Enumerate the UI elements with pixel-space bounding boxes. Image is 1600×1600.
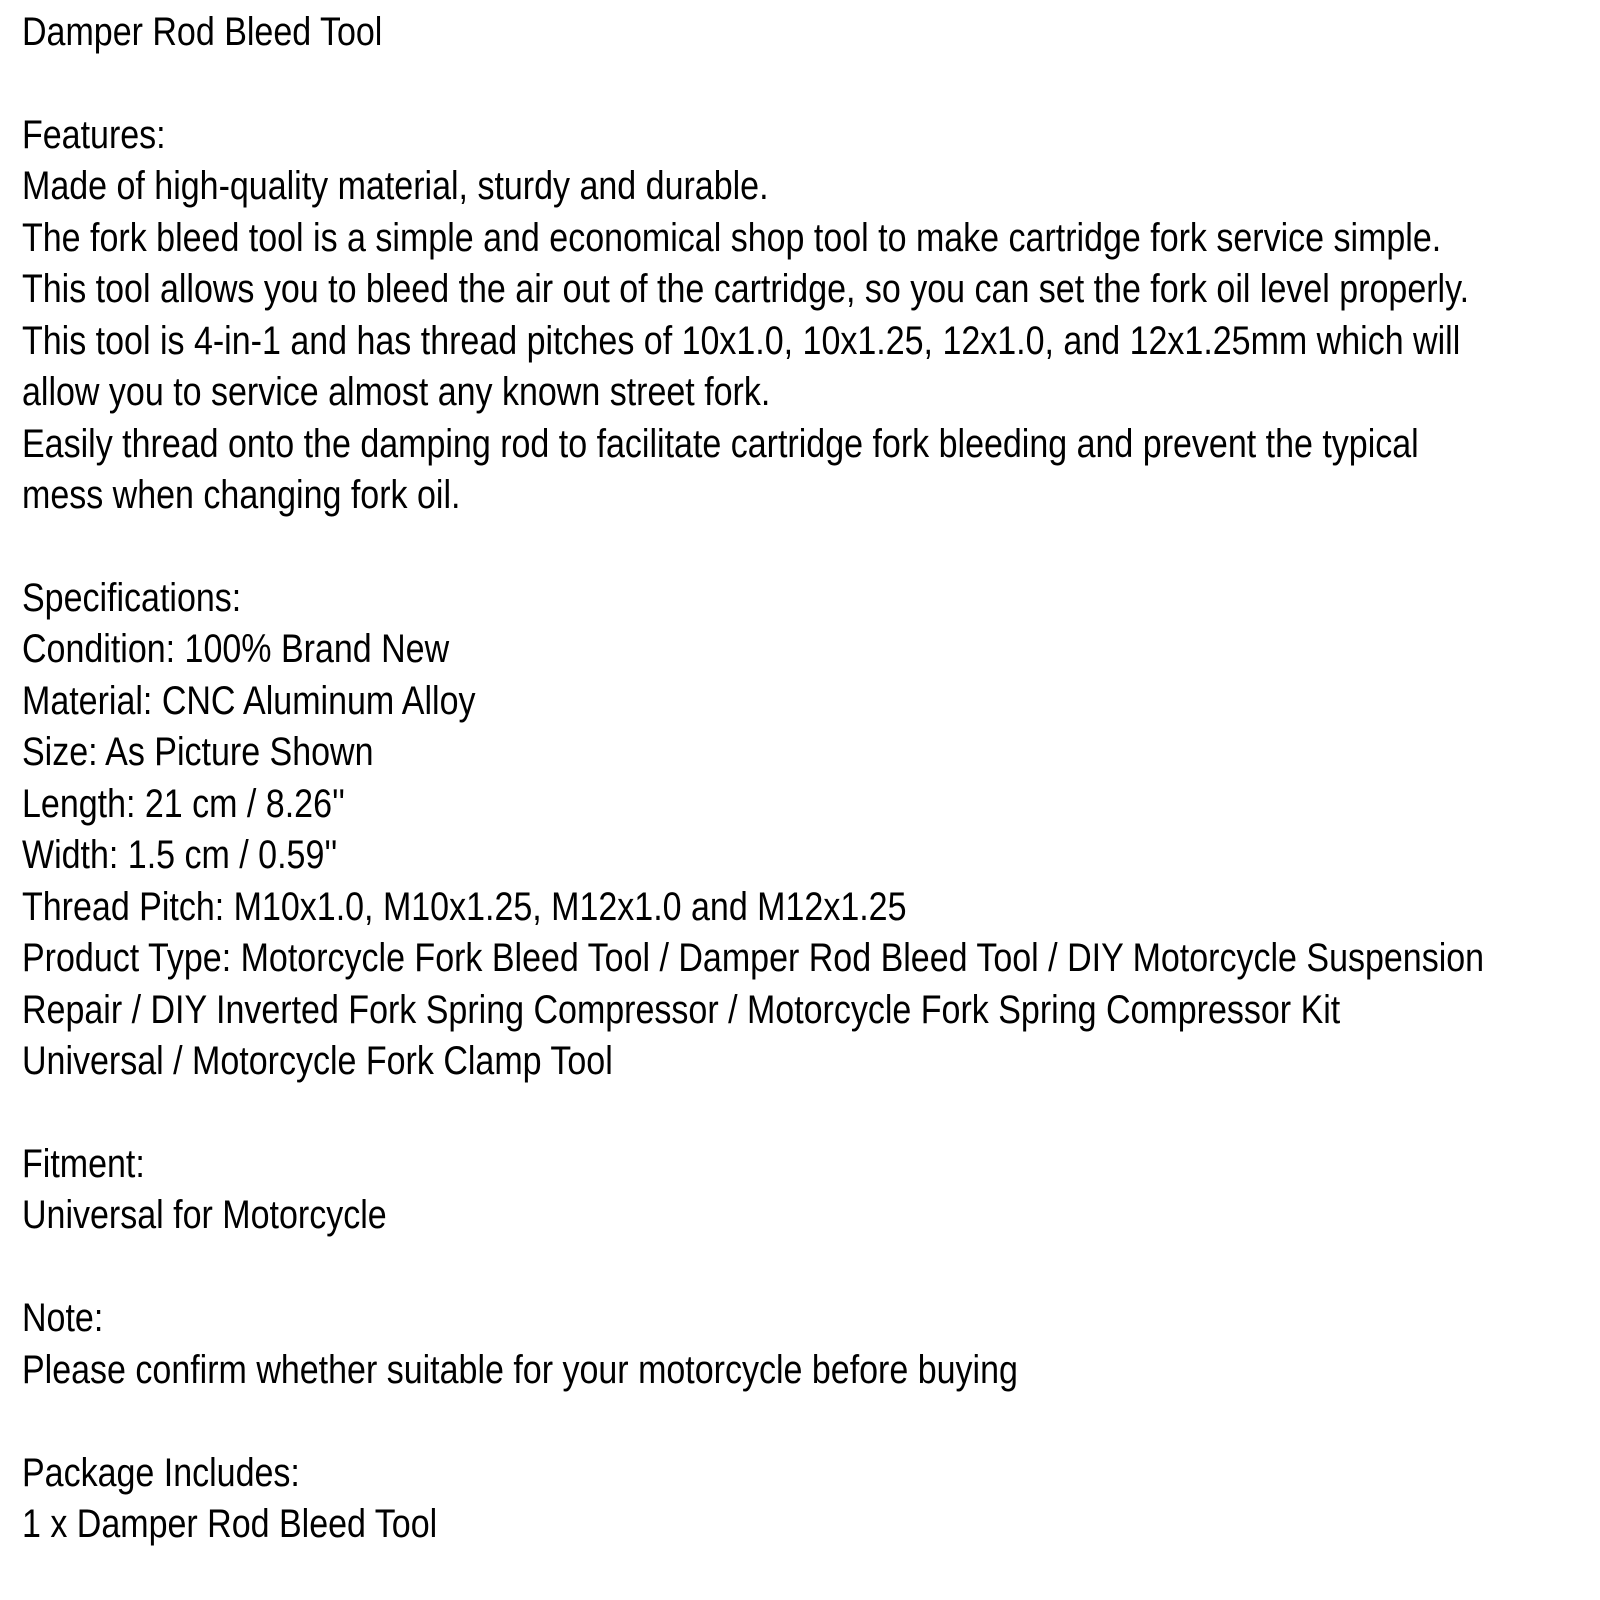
section-lines [22, 1345, 1600, 1396]
text-line: Length: 21 cm / 8.26'' [22, 781, 345, 826]
text-line: Material: CNC Aluminum Alloy [22, 678, 476, 723]
text-line: Universal for Motorcycle [22, 1193, 387, 1238]
text-line: The fork bleed tool is a simple and economical shop tool to make cartridge fork service simple. [22, 215, 1442, 260]
section-features [22, 110, 1600, 522]
section-lines [22, 624, 1600, 1087]
section-note [22, 1293, 1600, 1396]
text-line: Condition: 100% Brand New [22, 627, 450, 672]
section-lines [22, 161, 1600, 521]
text-line: Universal / Motorcycle Fork Clamp Tool [22, 1039, 613, 1084]
text-line: Width: 1.5 cm / 0.59'' [22, 833, 338, 878]
text-line: Made of high-quality material, sturdy and durable. [22, 164, 769, 209]
section-heading: Package Includes: [22, 1450, 300, 1495]
title-paragraph [22, 7, 1600, 58]
text-line: Size: As Picture Shown [22, 730, 374, 775]
text-line: allow you to service almost any known street fork. [22, 370, 771, 415]
section-lines [22, 1190, 1600, 1241]
text-line: This tool allows you to bleed the air out of the cartridge, so you can set the fork oil level properly. [22, 267, 1470, 312]
section-lines [22, 1499, 1600, 1550]
text-line: Please confirm whether suitable for your motorcycle before buying [22, 1347, 1018, 1392]
section-heading: Features: [22, 112, 166, 157]
text-line: 1 x Damper Rod Bleed Tool [22, 1502, 438, 1547]
section-heading: Fitment: [22, 1141, 145, 1186]
section-package-includes [22, 1448, 1600, 1551]
section-heading: Specifications: [22, 575, 242, 620]
section-fitment [22, 1139, 1600, 1242]
text-line: Thread Pitch: M10x1.0, M10x1.25, M12x1.0 and M12x1.25 [22, 884, 907, 929]
text-line: Product Type: Motorcycle Fork Bleed Tool / Damper Rod Bleed Tool / DIY Motorcycle Suspension [22, 936, 1485, 981]
text-line: Easily thread onto the damping rod to facilitate cartridge fork bleeding and prevent the typical [22, 421, 1419, 466]
section-specifications [22, 573, 1600, 1088]
text-line: This tool is 4-in-1 and has thread pitches of 10x1.0, 10x1.25, 12x1.0, and 12x1.25mm which will [22, 318, 1461, 363]
text-line: Repair / DIY Inverted Fork Spring Compressor / Motorcycle Fork Spring Compressor Kit [22, 987, 1341, 1032]
page-title: Damper Rod Bleed Tool [22, 10, 383, 54]
section-heading: Note: [22, 1296, 104, 1341]
text-line: mess when changing fork oil. [22, 473, 461, 518]
